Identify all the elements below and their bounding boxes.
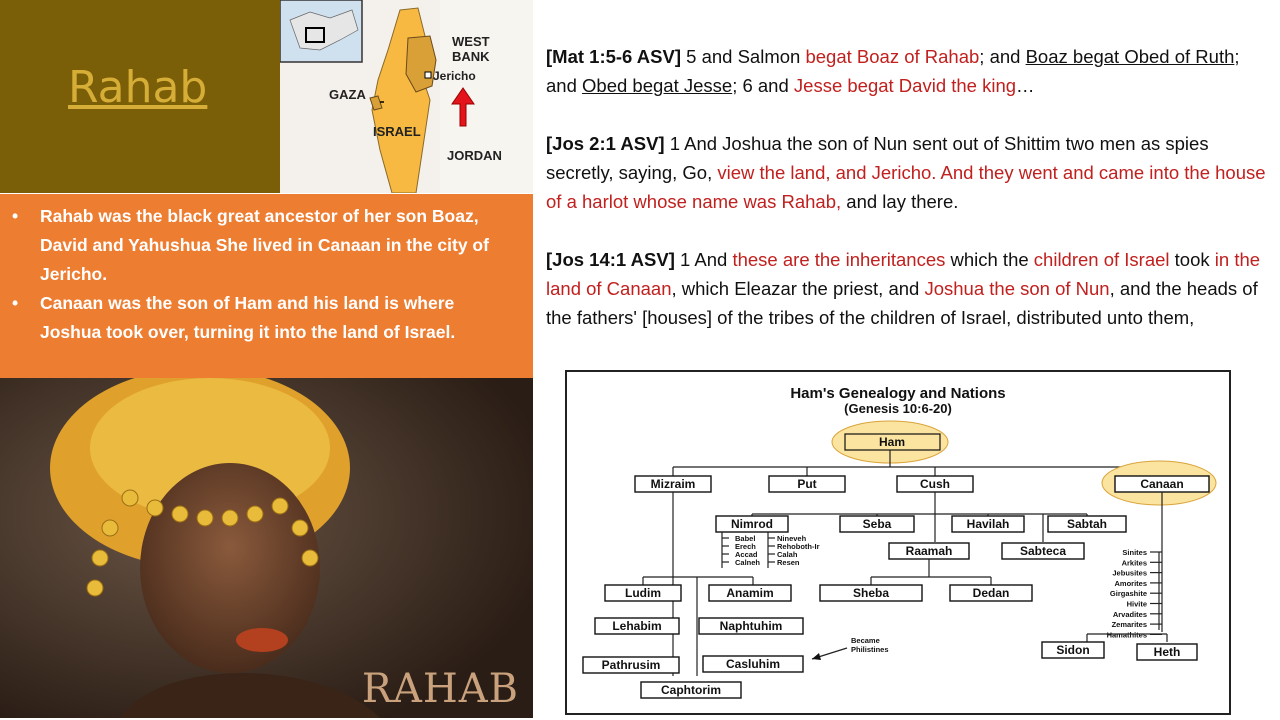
genealogy-svg — [567, 372, 1229, 713]
verse-mat-1-5 — [546, 42, 1274, 100]
nimrod-city: Babel — [735, 534, 756, 543]
verse-text: 5 and Salmon — [681, 46, 806, 67]
title-panel — [0, 0, 280, 193]
verse-underline: Obed begat Jesse — [582, 75, 733, 96]
nimrod-city: Rehoboth-Ir — [777, 542, 820, 551]
arrow-head-icon — [812, 653, 821, 660]
canaan-people: Arvadites — [1112, 609, 1147, 619]
map-label-jordan: JORDAN — [447, 148, 502, 163]
map-label-west-bank: WEST BANK — [452, 34, 490, 64]
verse-ref: [Mat 1:5-6 ASV] — [546, 46, 682, 67]
verse-ref: [Jos 14:1 ASV] — [546, 249, 675, 270]
verse-highlight: children of Israel — [1033, 249, 1170, 270]
node-ham: Ham — [878, 435, 906, 449]
canaan-people: Hivite — [1126, 599, 1147, 609]
bullet-dot-icon: • — [12, 293, 19, 313]
bullet-item — [12, 202, 519, 289]
bullet-item — [12, 289, 519, 347]
node-canaan: Canaan — [1140, 477, 1184, 491]
diagram-title: Ham's Genealogy and Nations — [790, 385, 1006, 402]
verse-text: and lay there. — [841, 191, 959, 212]
node-mizraim: Mizraim — [650, 477, 696, 491]
node-cush: Cush — [920, 477, 950, 491]
nimrod-city: Calneh — [735, 558, 761, 567]
slide-title: Rahab — [68, 62, 208, 113]
nimrod-city: Erech — [735, 542, 756, 551]
verse-text: … — [1016, 75, 1035, 96]
map-label-gaza: GAZA — [329, 87, 366, 102]
bullet-text: Canaan was the son of Ham and his land is where Joshua took over, turning it into the land of Israel. — [40, 293, 456, 342]
genealogy-diagram — [565, 370, 1231, 715]
node-heth: Heth — [1153, 645, 1181, 659]
canaan-people: Girgashite — [1109, 589, 1147, 599]
node-sidon: Sidon — [1056, 643, 1090, 657]
map-graphic — [280, 0, 533, 193]
node-dedan: Dedan — [972, 586, 1010, 600]
canaan-people: Arkites — [1121, 558, 1147, 568]
verse-highlight: Joshua the son of Nun — [924, 278, 1110, 299]
verse-highlight: these are the inheritances — [732, 249, 946, 270]
verse-jos-2-1 — [546, 129, 1274, 216]
map-label-jericho: Jericho — [433, 69, 476, 83]
node-naphtuhim: Naphtuhim — [719, 619, 783, 633]
verse-text: ; and — [546, 46, 1240, 96]
map-israel — [280, 0, 533, 193]
verse-jos-14-1 — [546, 245, 1274, 332]
verse-highlight: Jesse begat David the king — [793, 75, 1017, 96]
node-sabteca: Sabteca — [1019, 544, 1067, 558]
node-caphtorim: Caphtorim — [661, 683, 721, 697]
rahab-portrait — [0, 378, 533, 718]
node-seba: Seba — [862, 517, 892, 531]
node-put: Put — [797, 477, 817, 491]
map-label-israel: ISRAEL — [373, 124, 421, 139]
philistines-note: Became — [851, 636, 880, 645]
canaan-people: Hamathites — [1106, 630, 1147, 640]
node-sheba: Sheba — [852, 586, 890, 600]
node-ludim: Ludim — [625, 586, 661, 600]
nimrod-city: Nineveh — [777, 534, 807, 543]
diagram-subtitle: (Genesis 10:6-20) — [844, 401, 952, 416]
verse-text: , which Eleazar the priest, and — [671, 278, 925, 299]
bullet-text: Rahab was the black great ancestor of her son Boaz, David and Yahushua She lived in Canaan in the city of Jericho. — [40, 206, 489, 284]
verse-ref: [Jos 2:1 ASV] — [546, 133, 665, 154]
verse-text: which the — [945, 249, 1034, 270]
bullet-dot-icon: • — [12, 206, 19, 226]
node-anamim: Anamim — [726, 586, 774, 600]
node-lehabim: Lehabim — [612, 619, 662, 633]
nimrod-city: Accad — [735, 550, 758, 559]
verse-underline: Boaz begat Obed of Ruth — [1025, 46, 1235, 67]
verse-text: ; and — [979, 46, 1026, 67]
verse-text: 1 And Joshua the son of Nun sent out of Shittim two men as spies secretly, saying, Go, — [546, 133, 1209, 183]
canaan-people: Zemarites — [1111, 620, 1147, 630]
verse-highlight: begat Boaz of Rahab — [805, 46, 980, 67]
node-havilah: Havilah — [966, 517, 1010, 531]
nimrod-city: Calah — [777, 550, 798, 559]
nimrod-city: Resen — [777, 558, 800, 567]
verse-highlight: in the land of Canaan — [546, 249, 1261, 299]
node-sabtah: Sabtah — [1066, 517, 1108, 531]
scripture-verses — [546, 42, 1274, 361]
canaan-people: Jebusites — [1112, 568, 1147, 578]
philistines-note: Philistines — [851, 645, 889, 654]
verse-text: took — [1169, 249, 1215, 270]
verse-text: ; 6 and — [732, 75, 794, 96]
node-raamah: Raamah — [905, 544, 953, 558]
canaan-people: Amorites — [1114, 578, 1147, 588]
verse-text: , and the heads of the fathers' [houses] of the tribes of the children of Israel, distributed unto them, — [546, 278, 1258, 328]
bullet-panel — [0, 194, 533, 378]
node-nimrod: Nimrod — [731, 517, 773, 531]
node-pathrusim: Pathrusim — [601, 658, 661, 672]
verse-highlight: view the land, and Jericho. And they went and came into the house of a harlot whose name was Rahab, — [546, 162, 1266, 212]
node-casluhim: Casluhim — [725, 657, 781, 671]
canaan-people: Sinites — [1122, 548, 1147, 557]
verse-text: 1 And — [674, 249, 733, 270]
photo-caption: RAHAB — [361, 666, 519, 712]
